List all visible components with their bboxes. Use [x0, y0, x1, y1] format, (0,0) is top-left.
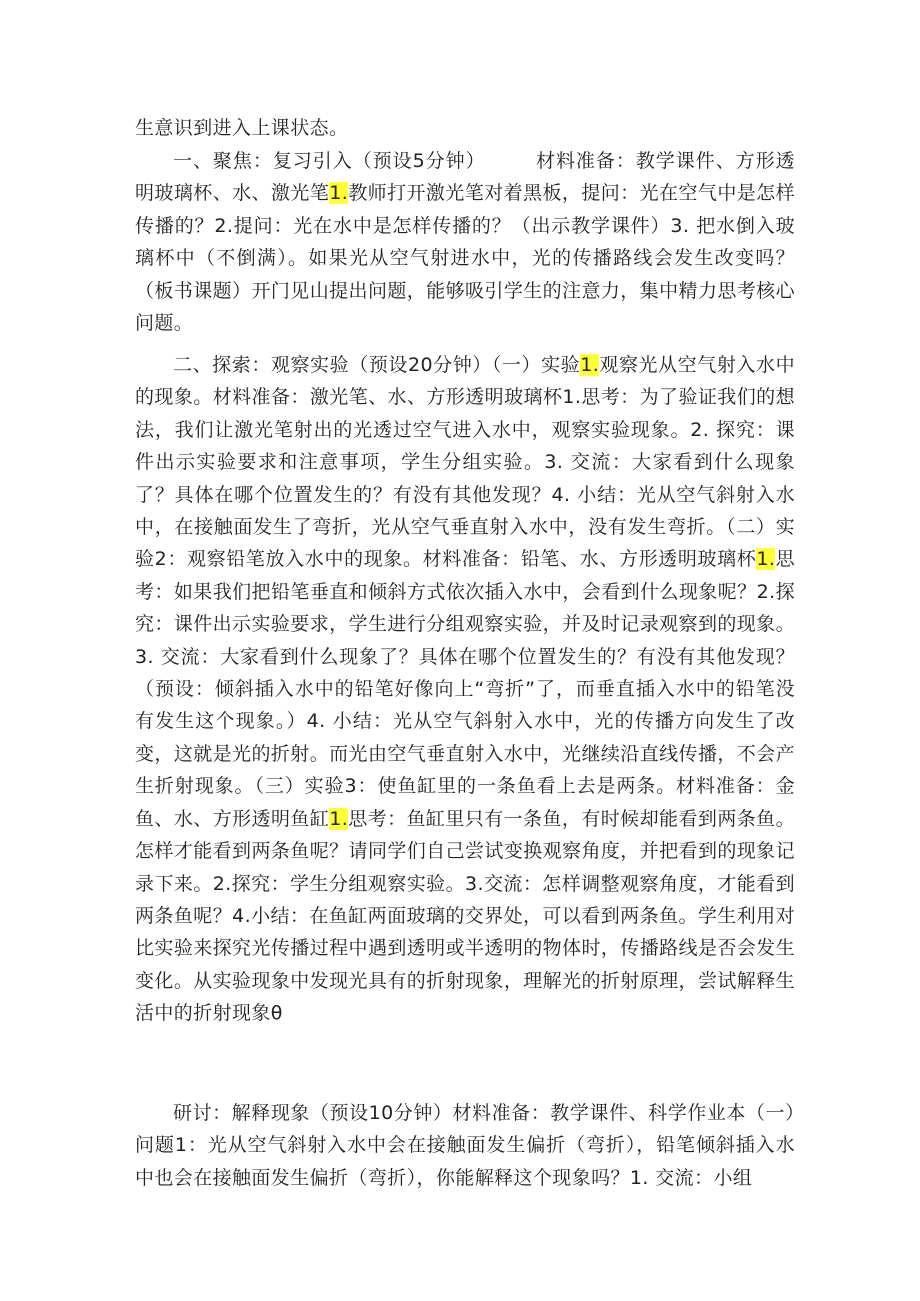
text-segment: 一、聚焦：复习引入（预设5分钟） 材料准备：教学课件、方形透明玻璃杯、水、激光笔 — [135, 150, 795, 205]
text-segment: 二、探索：观察实验（预设20分钟）（一）实验 — [173, 354, 581, 376]
paragraph-focus-review — [135, 145, 795, 339]
text-segment: 生意识到进入上课状态。 — [135, 117, 349, 139]
highlighted-number: 1. — [329, 807, 349, 830]
text-segment: 教师打开激光笔对着黑板，提问：光在空气中是怎样传播的？2.提问：光在水中是怎样传播的？（出示教学课件）3. 把水倒入玻璃杯中（不倒满）。如果光从空气射进水中，光的传播路线会发生改变吗？（板书课题）开门见山提出问题，能够吸引学生的注意力，集中精力思考核心问题。 — [135, 182, 795, 335]
highlighted-number: 1. — [580, 354, 600, 376]
text-segment: 观察光从空气射入水中的现象。材料准备：激光笔、水、方形透明玻璃杯1.思考：为了验证我们的想法，我们让激光笔射出的光透过空气进入水中，观察实验现象。2. 探究：课件出示实验要求和注意事项，学生分组实验。3. 交流：大家看到什么现象了？具体在哪个位置发生的？有没有其他发现？4. 小结：光从空气斜射入水中，在接触面发生了弯折，光从空气垂直射入水中，没有发生弯折。（二）实验2：观察铅笔放入水中的现象。材料准备：铅笔、水、方形透明玻璃杯 — [135, 354, 795, 571]
text-segment: 思考：鱼缸里只有一条鱼，有时候却能看到两条鱼。怎样才能看到两条鱼呢？请同学们自己尝试变换观察角度，并把看到的现象记录下来。2.探究：学生分组观察实验。3.交流：怎样调整观察角度，才能看到两条鱼呢？4.小结：在鱼缸两面玻璃的交界处，可以看到两条鱼。学生利用对比实验来探究光传播过程中遇到透明或半透明的物体时，传播路线是否会发生变化。从实验现象中发现光具有的折射现象，理解光的折射原理，尝试解释生活中的折射现象θ — [135, 807, 795, 1025]
text-segment: 研讨：解释现象（预设10分钟）材料准备：教学课件、科学作业本（一）问题1：光从空气斜射入水中会在接触面发生偏折（弯折），铅笔倾斜插入水中也会在接触面发生偏折（弯折），你能解释这个现象吗？1. 交流：小组 — [135, 1102, 795, 1189]
highlighted-number: 1. — [756, 548, 776, 571]
highlighted-number: 1. — [329, 182, 349, 205]
paragraph-intro-tail — [135, 112, 795, 144]
paragraph-explore-experiments — [135, 349, 795, 1030]
text-segment: 思考：如果我们把铅笔垂直和倾斜方式依次插入水中，会看到什么现象呢？2.探究：课件出示实验要求，学生进行分组观察实验，并及时记录观察到的现象。3. 交流：大家看到什么现象了？具体在哪个位置发生的？有没有其他发现？（预设：倾斜插入水中的铅笔好像向上“弯折”了，而垂直插入水中的铅笔没有发生这个现象。）4. 小结：光从空气斜射入水中，光的传播方向发生了改变，这就是光的折射。而光由空气垂直射入水中，光继续沿直线传播，不会产生折射现象。（三）实验3：使鱼缸里的一条鱼看上去是两条。材料准备：金鱼、水、方形透明鱼缸 — [135, 548, 795, 830]
paragraph-discussion — [135, 1097, 795, 1194]
